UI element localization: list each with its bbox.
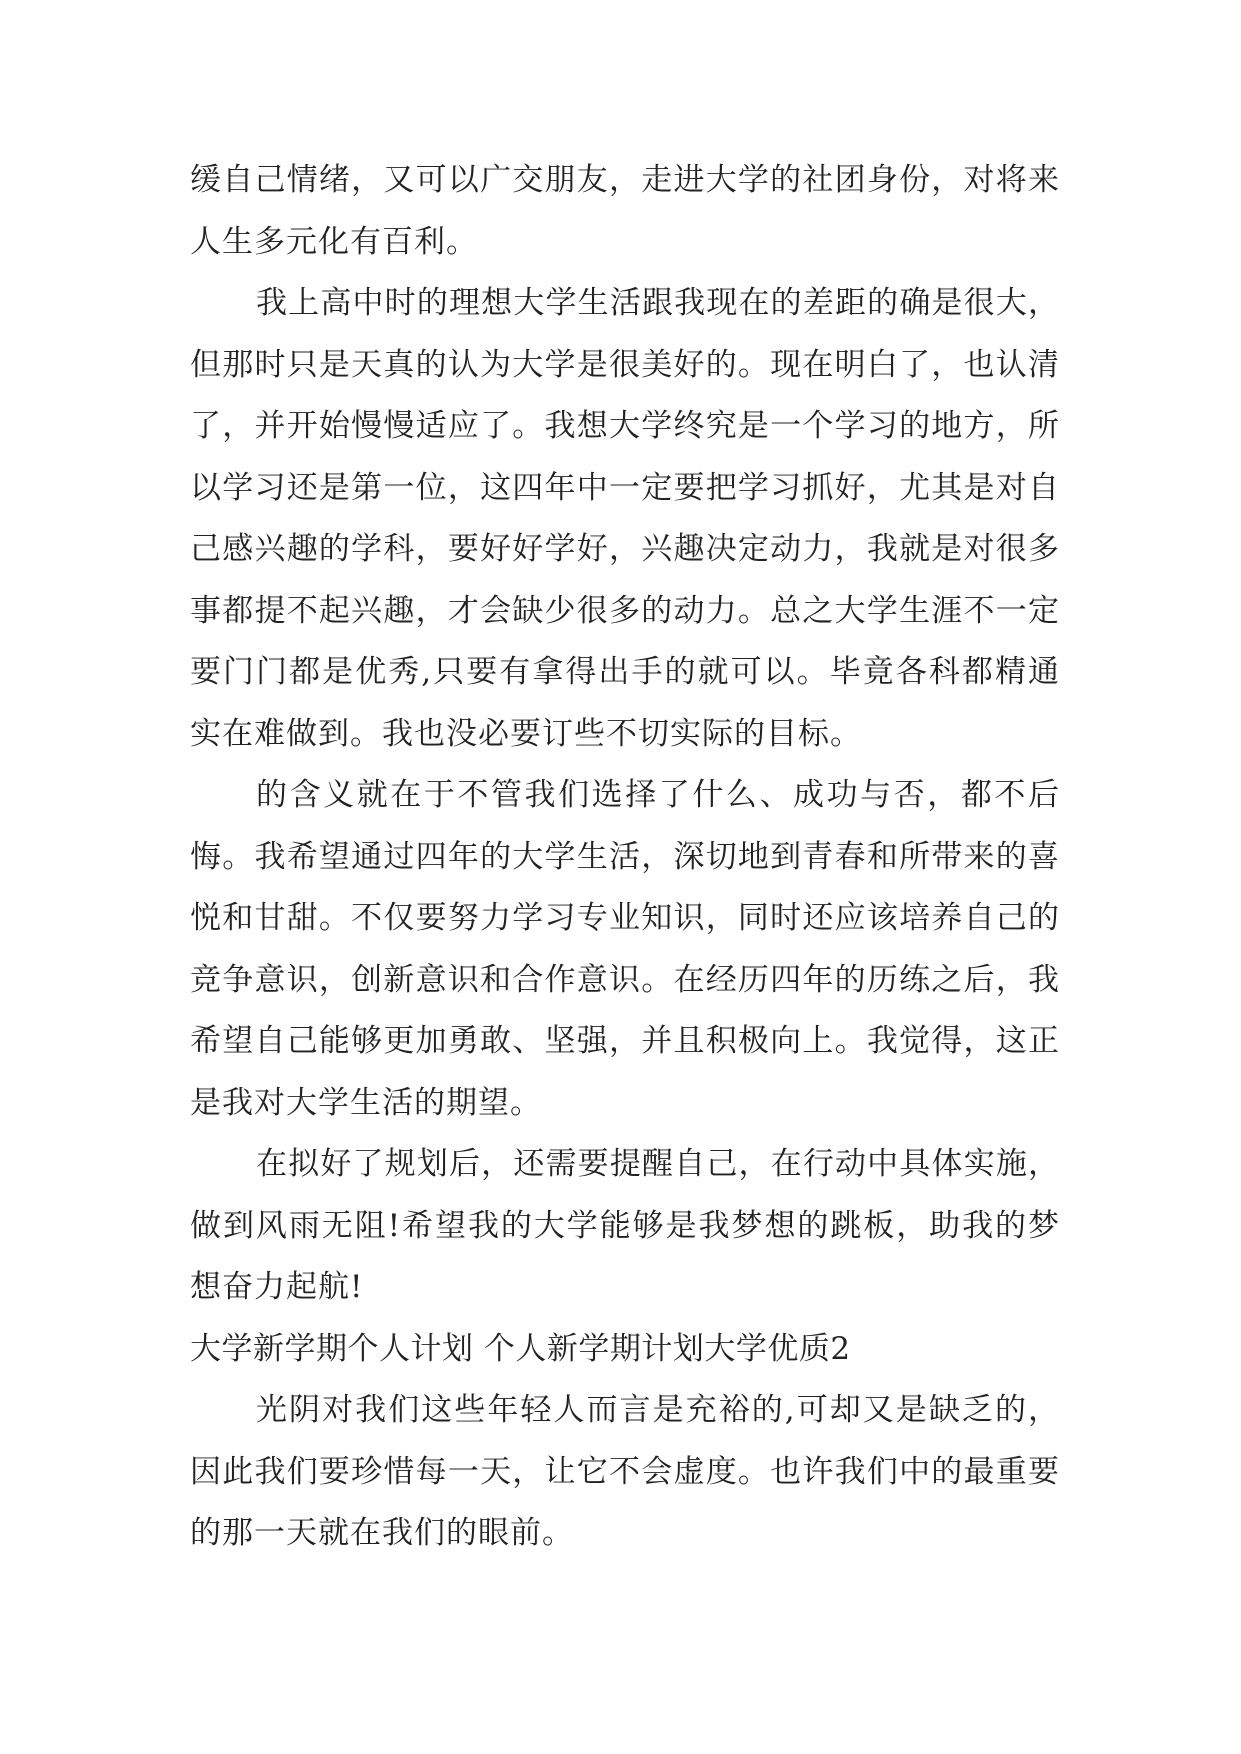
paragraph-3: 的含义就在于不管我们选择了什么、成功与否，都不后悔。我希望通过四年的大学生活，深切地到青春和所带来的喜悦和甘甜。不仅要努力学习专业知识，同时还应该培养自己的竞争意识，创新意识和合作意识。在经历四年的历练之后，我希望自己能够更加勇敢、坚强，并且积极向上。我觉得，这正是我对大学生活的期望。 (190, 777, 1060, 1121)
paragraph-4: 在拟好了规划后，还需要提醒自己，在行动中具体实施，做到风雨无阻!希望我的大学能够是我梦想的跳板，助我的梦想奋力起航! (190, 1146, 1060, 1305)
paragraph-1: 缓自己情绪，又可以广交朋友，走进大学的社团身份，对将来人生多元化有百利。 (190, 162, 1060, 260)
section-paragraph-1: 光阴对我们这些年轻人而言是充裕的,可却又是缺乏的，因此我们要珍惜每一天，让它不会虚度。也许我们中的最重要的那一天就在我们的眼前。 (190, 1392, 1060, 1551)
document-page (190, 150, 1060, 1565)
section-heading: 大学新学期个人计划 个人新学期计划大学优质2 (190, 1330, 851, 1367)
paragraph-2: 我上高中时的理想大学生活跟我现在的差距的确是很大，但那时只是天真的认为大学是很美好的。现在明白了，也认清了，并开始慢慢适应了。我想大学终究是一个学习的地方，所以学习还是第一位，这四年中一定要把学习抓好，尤其是对自己感兴趣的学科，要好好学好，兴趣决定动力，我就是对很多事都提不起兴趣，才会缺少很多的动力。总之大学生涯不一定要门门都是优秀,只要有拿得出手的就可以。毕竟各科都精通实在难做到。我也没必要订些不切实际的目标。 (190, 285, 1060, 752)
